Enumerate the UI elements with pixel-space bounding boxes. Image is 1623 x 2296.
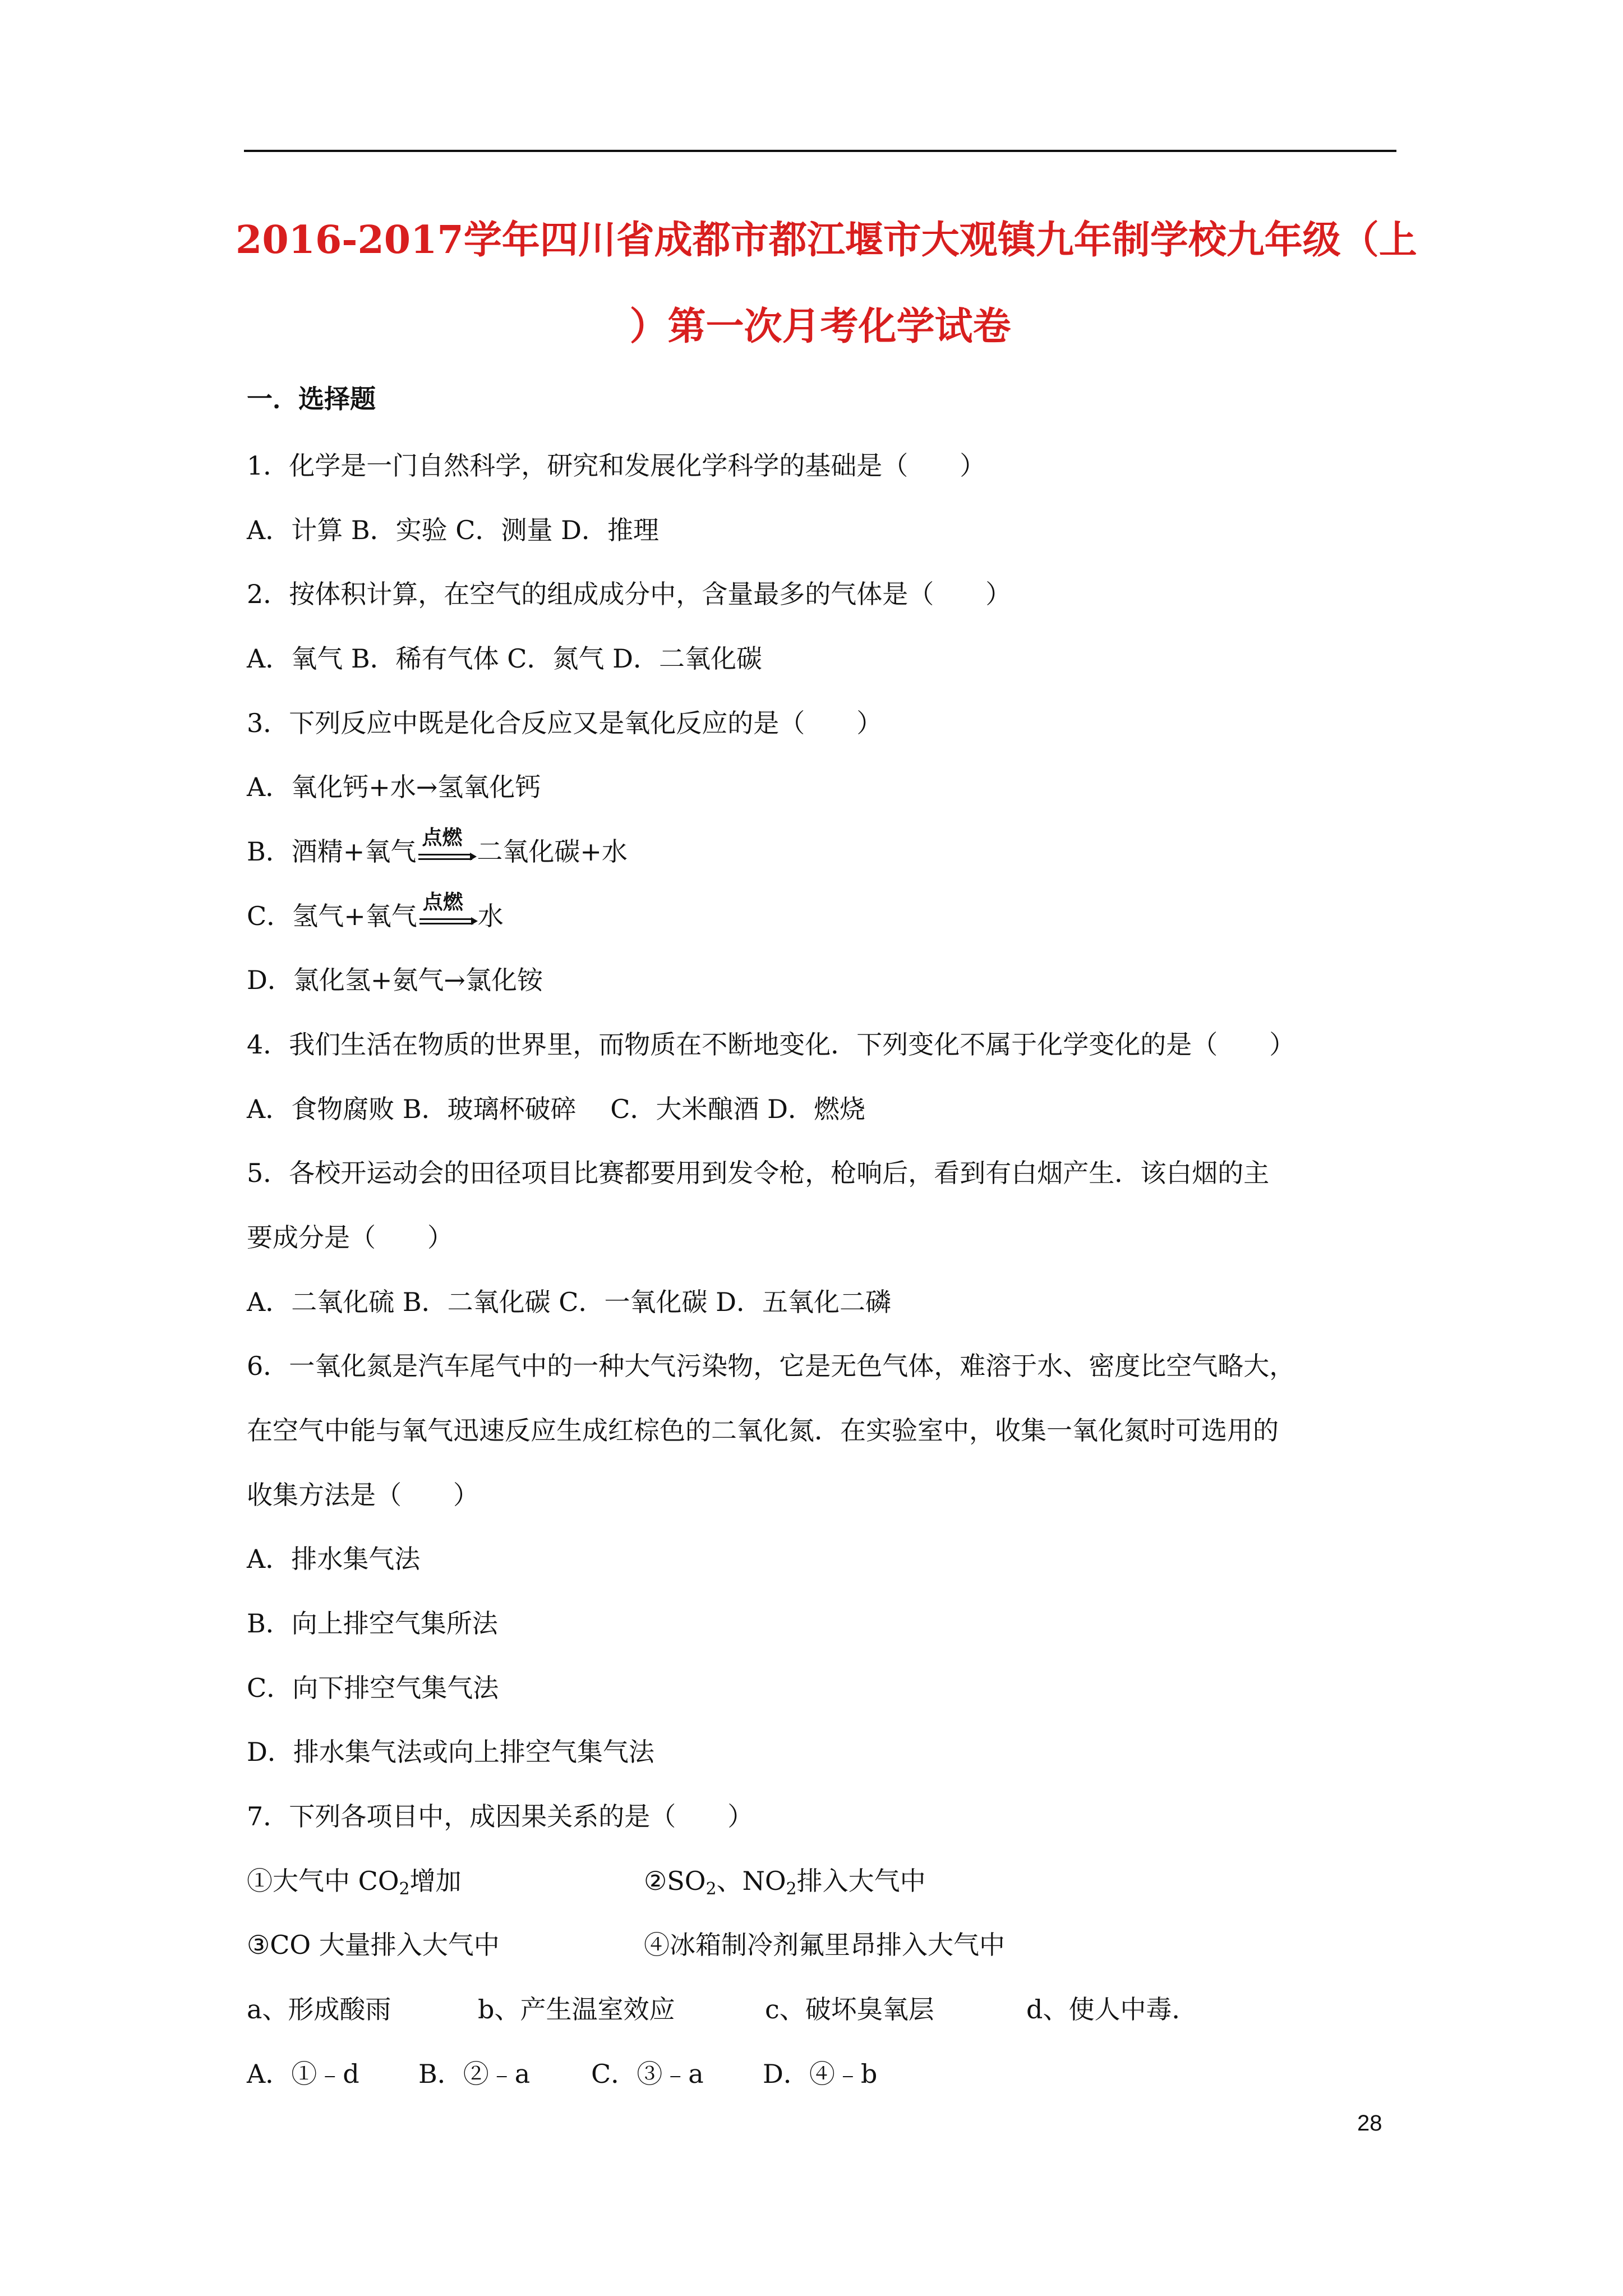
section-heading: 一．选择题: [247, 384, 376, 414]
q7-item-2-text-mid: 、NO: [716, 1866, 786, 1896]
q5-stem-line-1: 5．各校开运动会的田径项目比赛都要用到发令枪，枪响后，看到有白烟产生．该白烟的主: [247, 1158, 1270, 1188]
q6-option-d: D．排水集气法或向上排空气集气法: [247, 1737, 654, 1767]
ignite-arrow: [419, 891, 476, 931]
q7-item-2: [644, 1861, 926, 1901]
q3-option-b: [247, 826, 628, 871]
subscript: 2: [706, 1879, 717, 1899]
q6-stem-line-1: 6．一氧化氮是汽车尾气中的一种大气污染物，它是无色气体，难溶于水、密度比空气略大，: [247, 1351, 1295, 1381]
q7-item-1-text: ①大气中 CO: [247, 1866, 399, 1896]
q1-options: A．计算 B．实验 C．测量 D．推理: [247, 515, 659, 545]
q6-option-c: C．向下排空气集气法: [247, 1673, 499, 1703]
q7-option-c: C．③﹣a: [591, 2059, 704, 2089]
paper-title-line-1: 2016-2017学年四川省成都市都江堰市大观镇九年制学校九年级（上: [236, 218, 1417, 263]
q6-stem-line-2: 在空气中能与氧气迅速反应生成红棕色的二氧化氮．在实验室中，收集一氧化氮时可选用的: [247, 1415, 1279, 1446]
subscript: 2: [399, 1879, 410, 1899]
q7-option-b: B．②﹣a: [418, 2059, 531, 2089]
q7-effect-d: d、使人中毒．: [1026, 1994, 1198, 2024]
page-number: 28: [1357, 2111, 1382, 2136]
q2-options: A．氧气 B．稀有气体 C．氮气 D．二氧化碳: [247, 643, 762, 674]
q6-option-a: A．排水集气法: [247, 1544, 421, 1574]
q3-option-d: D．氯化氢+氨气→氯化铵: [247, 965, 543, 995]
q3-option-b-reactants: B．酒精+氧气: [247, 836, 417, 867]
q6-stem-line-3: 收集方法是（ ）: [247, 1480, 479, 1510]
q3-stem: 3．下列反应中既是化合反应又是氧化反应的是（ ）: [247, 708, 883, 738]
q7-item-3: ③CO 大量排入大气中: [247, 1930, 500, 1960]
q6-option-b: B．向上排空气集所法: [247, 1608, 498, 1639]
q7-effect-a: a、形成酸雨: [247, 1994, 391, 2024]
q7-option-d: D．④﹣b: [763, 2059, 878, 2089]
q4-stem: 4．我们生活在物质的世界里，而物质在不断地变化．下列变化不属于化学变化的是（ ）: [247, 1029, 1295, 1060]
q3-option-b-products: 二氧化碳+水: [477, 836, 628, 867]
header-rule: [244, 150, 1396, 152]
q7-item-4: ④冰箱制冷剂氟里昂排入大气中: [644, 1930, 1005, 1960]
ignite-condition: 点燃: [422, 891, 463, 914]
q7-effect-b: b、产生温室效应: [478, 1994, 675, 2024]
q5-stem-line-2: 要成分是（ ）: [247, 1222, 453, 1253]
q5-options: A．二氧化硫 B．二氧化碳 C．一氧化碳 D．五氧化二磷: [247, 1287, 891, 1317]
q2-stem: 2．按体积计算，在空气的组成成分中，含量最多的气体是（ ）: [247, 579, 1012, 609]
q7-item-2-text-end: 排入大气中: [796, 1866, 926, 1896]
paper-title-line-2: ）第一次月考化学试卷: [629, 304, 1011, 349]
q3-option-c-reactants: C．氢气+氧气: [247, 901, 417, 931]
q7-item-2-text: ②SO: [644, 1866, 706, 1896]
ignite-arrow: [418, 826, 474, 866]
q7-effect-c: c、破坏臭氧层: [765, 1994, 934, 2024]
q7-item-1: [247, 1861, 462, 1901]
subscript: 2: [786, 1879, 797, 1899]
q7-option-a: A．①﹣d: [247, 2059, 359, 2089]
q7-item-1-text-end: 增加: [409, 1866, 462, 1896]
q1-stem: 1．化学是一门自然科学，研究和发展化学科学的基础是（ ）: [247, 450, 986, 481]
q7-stem: 7．下列各项目中，成因果关系的是（ ）: [247, 1801, 754, 1832]
q3-option-c-products: 水: [477, 901, 504, 931]
ignite-condition: 点燃: [422, 826, 463, 849]
q3-option-c: [247, 891, 504, 936]
q3-option-a: A．氧化钙+水→氢氧化钙: [247, 772, 541, 802]
q4-options: A．食物腐败 B．玻璃杯破碎 C．大米酿酒 D．燃烧: [247, 1094, 865, 1124]
